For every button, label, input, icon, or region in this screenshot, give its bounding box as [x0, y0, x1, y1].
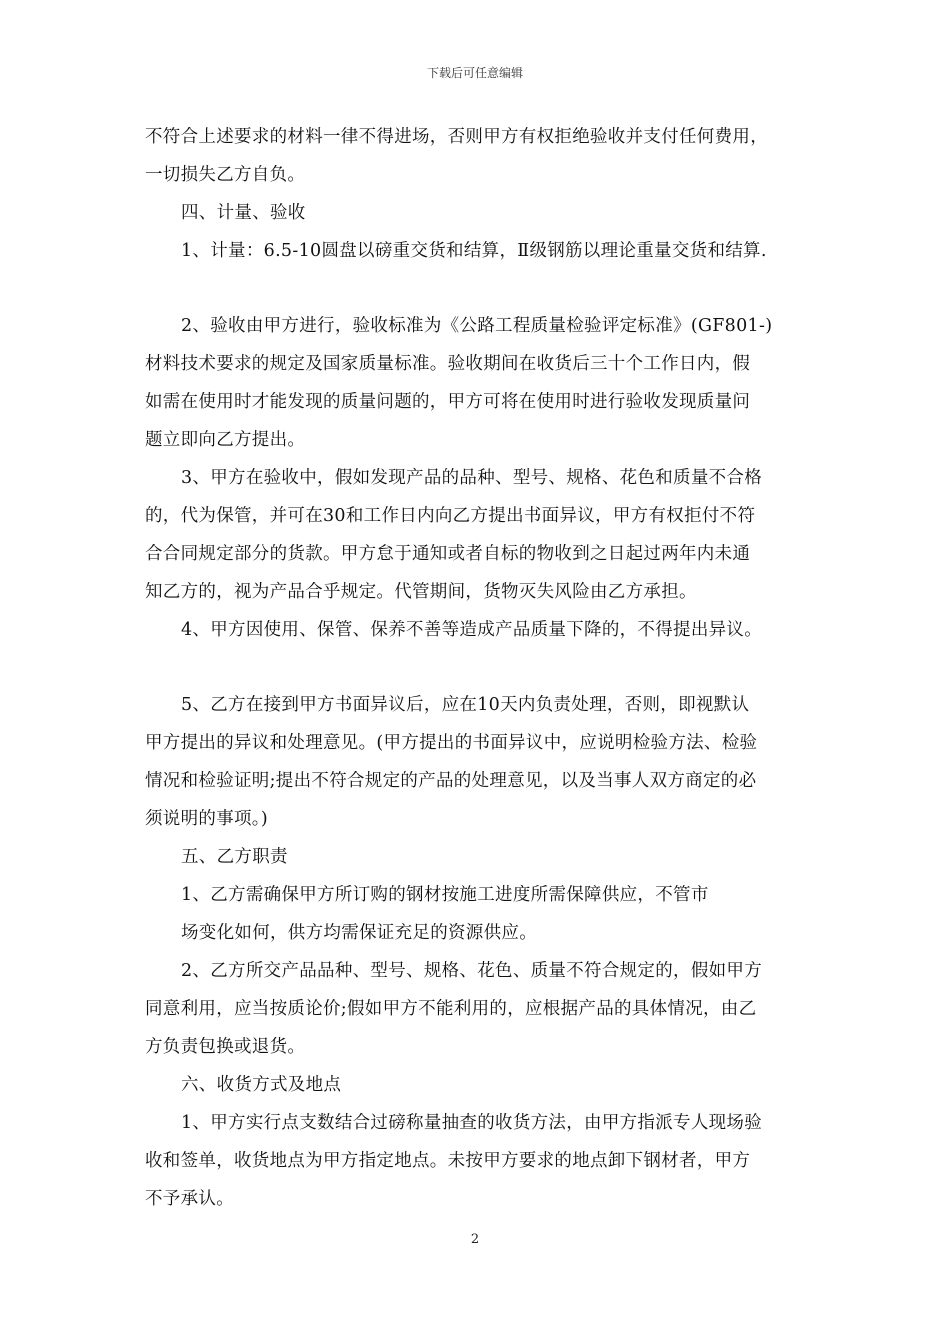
text-line: 场变化如何，供方均需保证充足的资源供应。: [181, 923, 537, 943]
text-line: 材料技术要求的规定及国家质量标准。验收期间在收货后三十个工作日内，假: [145, 354, 751, 374]
text-line: 一切损失乙方自负。: [145, 165, 306, 185]
page-header: 下载后可任意编辑: [426, 66, 523, 80]
text-line: 不予承认。: [145, 1189, 234, 1209]
page-number: 2: [470, 1232, 480, 1247]
section-heading: 六、收货方式及地点: [181, 1075, 342, 1095]
text-line: 收和签单，收货地点为甲方指定地点。未按甲方要求的地点卸下钢材者，甲方: [145, 1151, 751, 1171]
text-line: 4、甲方因使用、保管、保养不善等造成产品质量下降的，不得提出异议。: [181, 620, 763, 640]
text-line: 5、乙方在接到甲方书面异议后，应在10天内负责处理，否则，即视默认: [181, 695, 750, 715]
text-line: 合合同规定部分的货款。甲方怠于通知或者自标的物收到之日起过两年内未通: [145, 544, 751, 564]
text-line: 2、验收由甲方进行，验收标准为《公路工程质量检验评定标准》(GF801-): [181, 316, 773, 336]
text-line: 情况和检验证明;提出不符合规定的产品的处理意见，以及当事人双方商定的必: [145, 771, 757, 791]
text-line: 1、计量：6.5-10圆盘以磅重交货和结算，Ⅱ级钢筋以理论重量交货和结算.: [181, 241, 767, 261]
text-line: 题立即向乙方提出。: [145, 430, 306, 450]
text-line: 1、甲方实行点支数结合过磅称量抽查的收货方法，由甲方指派专人现场验: [181, 1113, 763, 1133]
text-line: 2、乙方所交产品品种、型号、规格、花色、质量不符合规定的，假如甲方: [181, 961, 763, 981]
text-line: 3、甲方在验收中，假如发现产品的品种、型号、规格、花色和质量不合格: [181, 468, 763, 488]
text-line: 1、乙方需确保甲方所订购的钢材按施工进度所需保障供应，不管市: [181, 885, 709, 905]
text-line: 甲方提出的异议和处理意见。(甲方提出的书面异议中，应说明检验方法、检验: [145, 733, 758, 753]
text-line: 不符合上述要求的材料一律不得进场，否则甲方有权拒绝验收并支付任何费用，: [145, 127, 768, 147]
text-line: 知乙方的，视为产品合乎规定。代管期间，货物灭失风险由乙方承担。: [145, 582, 697, 602]
text-line: 的，代为保管，并可在30和工作日内向乙方提出书面异议，甲方有权拒付不符: [145, 506, 756, 526]
section-heading: 五、乙方职责: [181, 847, 288, 867]
text-line: 方负责包换或退货。: [145, 1037, 306, 1057]
section-heading: 四、计量、验收: [181, 203, 306, 223]
text-line: 同意利用，应当按质论价;假如甲方不能利用的，应根据产品的具体情况，由乙: [145, 999, 757, 1019]
text-line: 如需在使用时才能发现的质量问题的，甲方可将在使用时进行验收发现质量问: [145, 392, 751, 412]
text-line: 须说明的事项。): [145, 809, 268, 829]
